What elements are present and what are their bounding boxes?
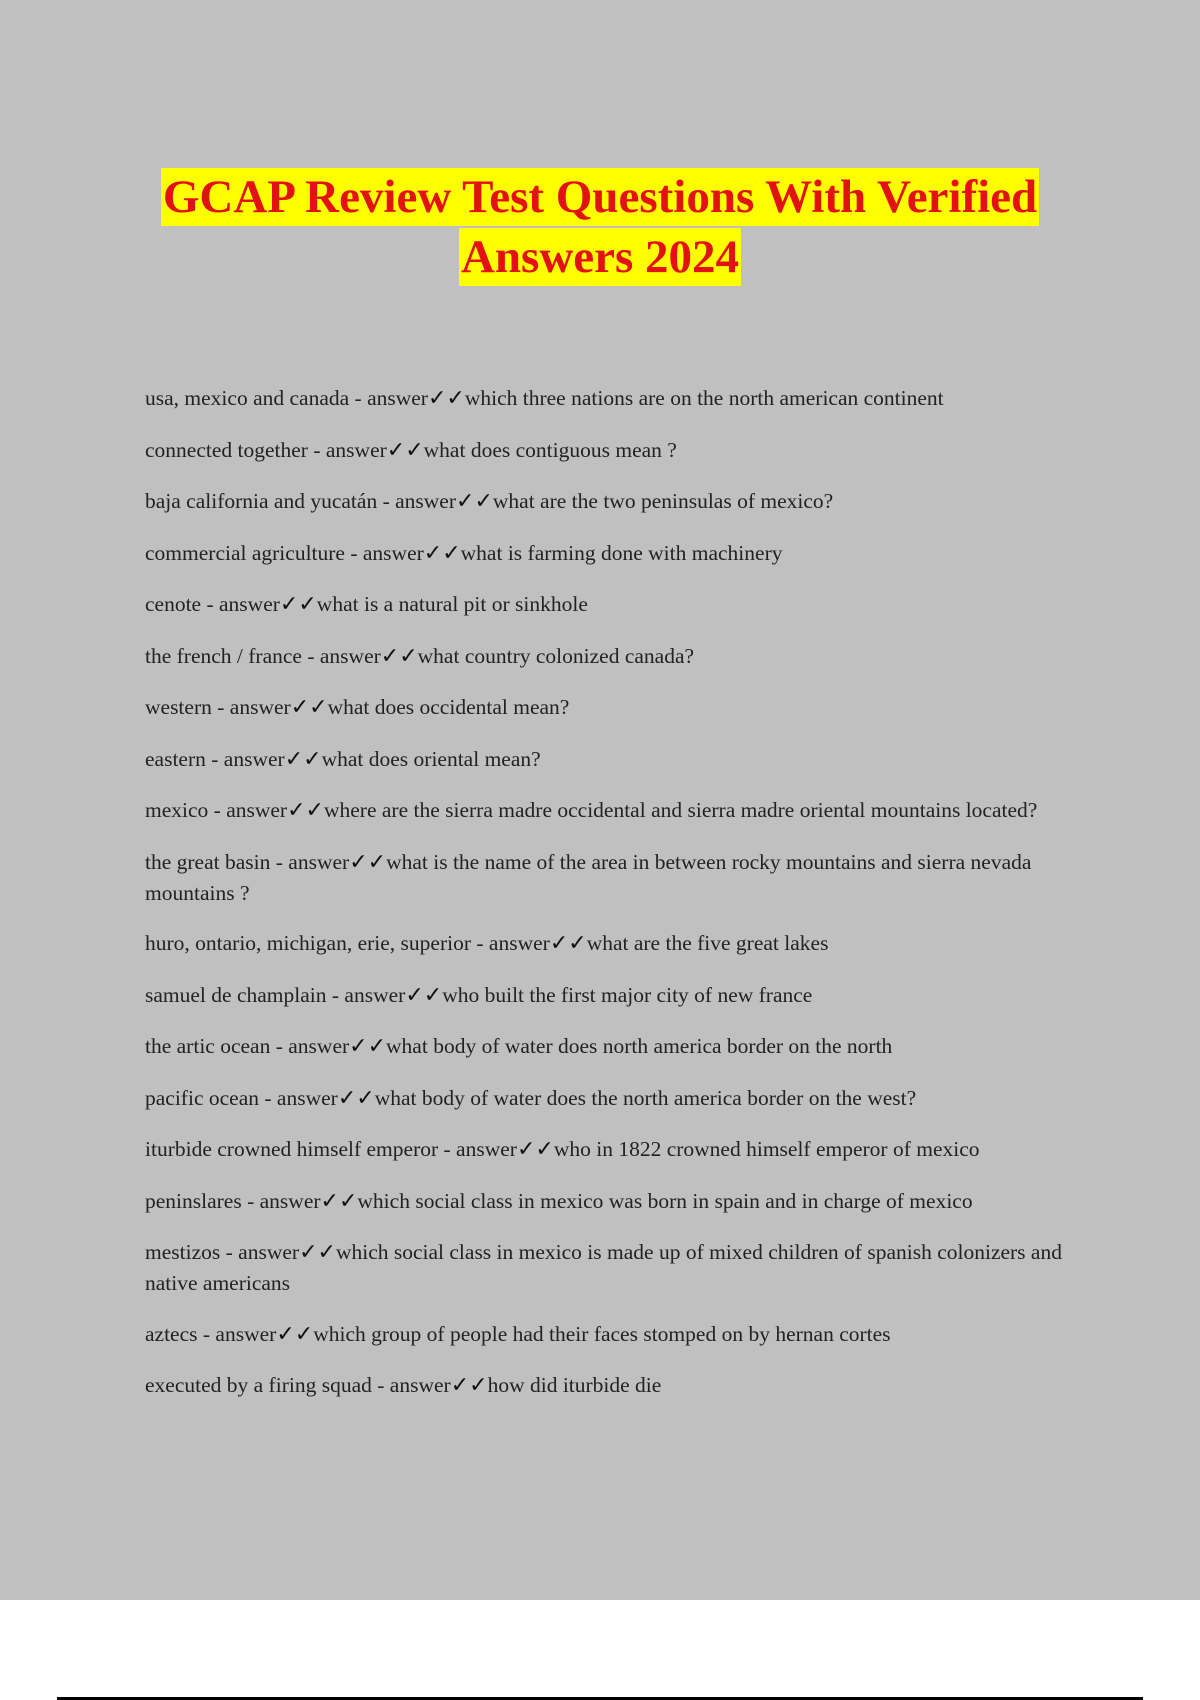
qa-question: what is the name of the area in between rocky mountains and sierra nevada mountains ? xyxy=(145,849,1032,905)
qa-separator: - answer xyxy=(349,386,428,410)
qa-answer: pacific ocean xyxy=(145,1085,259,1110)
qa-item xyxy=(145,1186,1090,1217)
qa-question: where are the sierra madre occidental and sierra madre oriental mountains located? xyxy=(323,798,1038,822)
double-check-icon: ✓✓ xyxy=(276,1321,314,1347)
double-check-icon: ✓✓ xyxy=(549,931,587,956)
qa-item xyxy=(145,1083,1090,1114)
double-check-icon: ✓✓ xyxy=(349,1034,387,1059)
qa-item xyxy=(145,1319,1090,1350)
qa-question: what is farming done with machinery xyxy=(460,540,783,565)
qa-separator: - answer xyxy=(371,1373,451,1397)
qa-question: what are the five great lakes xyxy=(586,931,829,955)
qa-answer: baja california and yucatán xyxy=(145,489,378,513)
qa-separator: - answer xyxy=(201,592,280,616)
qa-separator: - answer xyxy=(220,1240,300,1264)
qa-answer: the french / france xyxy=(145,643,302,668)
double-check-icon: ✓✓ xyxy=(405,982,443,1008)
qa-separator: - answer xyxy=(205,746,285,771)
qa-separator: - answer xyxy=(211,695,291,719)
qa-answer: eastern xyxy=(145,746,206,771)
qa-answer: usa, mexico and canada xyxy=(145,386,350,410)
double-check-icon: ✓✓ xyxy=(279,592,317,617)
qa-question: what does oriental mean? xyxy=(321,746,541,771)
qa-answer: western xyxy=(145,695,212,719)
qa-separator: - answer xyxy=(438,1137,517,1161)
qa-answer: aztecs xyxy=(145,1321,198,1346)
double-check-icon: ✓✓ xyxy=(287,798,324,823)
qa-separator: - answer xyxy=(307,437,387,462)
qa-separator: - answer xyxy=(301,643,381,668)
qa-separator: - answer xyxy=(326,982,406,1007)
qa-answer: huro, ontario, michigan, erie, superior xyxy=(145,931,471,955)
double-check-icon: ✓✓ xyxy=(423,540,461,566)
double-check-icon: ✓✓ xyxy=(290,695,328,720)
document-title xyxy=(0,168,1200,286)
qa-question: which group of people had their faces stomped on by hernan cortes xyxy=(313,1321,891,1346)
qa-item xyxy=(145,692,1090,723)
qa-answer: samuel de champlain xyxy=(145,982,327,1007)
qa-question: what body of water does the north america border on the west? xyxy=(374,1085,917,1110)
qa-item xyxy=(145,538,1090,569)
qa-separator: - answer xyxy=(241,1188,321,1213)
double-check-icon: ✓✓ xyxy=(516,1137,554,1162)
qa-separator: - answer xyxy=(208,798,288,822)
qa-item xyxy=(145,847,1090,908)
qa-question: which social class in mexico was born in spain and in charge of mexico xyxy=(357,1188,973,1213)
qa-separator: - answer xyxy=(259,1085,338,1110)
qa-answer: the great basin xyxy=(145,849,271,874)
qa-item xyxy=(145,486,1090,517)
qa-item xyxy=(145,744,1090,775)
qa-answer: iturbide crowned himself emperor xyxy=(145,1137,439,1161)
qa-item xyxy=(145,1370,1090,1401)
qa-item xyxy=(145,641,1090,672)
qa-separator: - answer xyxy=(197,1321,277,1346)
qa-separator: - answer xyxy=(377,489,457,513)
qa-separator: - answer xyxy=(471,931,550,955)
qa-list xyxy=(145,383,1090,1422)
qa-question: what does occidental mean? xyxy=(327,695,570,719)
qa-item xyxy=(145,928,1090,959)
qa-question: who built the first major city of new france xyxy=(442,982,813,1007)
qa-separator: - answer xyxy=(344,540,424,565)
qa-question: what is a natural pit or sinkhole xyxy=(316,592,588,616)
double-check-icon: ✓✓ xyxy=(284,746,322,772)
qa-item xyxy=(145,1031,1090,1062)
qa-item xyxy=(145,795,1090,826)
qa-separator: - answer xyxy=(270,1034,350,1058)
qa-question: what are the two peninsulas of mexico? xyxy=(492,489,834,513)
double-check-icon: ✓✓ xyxy=(386,437,424,463)
qa-item xyxy=(145,383,1090,414)
qa-item xyxy=(145,435,1090,466)
qa-answer: the artic ocean xyxy=(145,1034,271,1058)
qa-answer: mexico xyxy=(145,798,209,822)
qa-item xyxy=(145,1237,1090,1298)
double-check-icon: ✓✓ xyxy=(299,1240,336,1265)
qa-answer: executed by a firing squad xyxy=(145,1373,372,1397)
double-check-icon: ✓✓ xyxy=(349,849,387,875)
qa-answer: connected together xyxy=(145,437,308,462)
double-check-icon: ✓✓ xyxy=(456,489,493,514)
qa-question: what country colonized canada? xyxy=(417,643,695,668)
qa-item xyxy=(145,589,1090,620)
qa-question: what does contiguous mean ? xyxy=(423,437,677,462)
qa-question: how did iturbide die xyxy=(487,1373,662,1397)
double-check-icon: ✓✓ xyxy=(450,1373,488,1398)
double-check-icon: ✓✓ xyxy=(427,386,465,411)
qa-question: what body of water does north america border on the north xyxy=(386,1034,893,1058)
qa-separator: - answer xyxy=(270,849,350,874)
qa-answer: cenote xyxy=(145,592,202,616)
double-check-icon: ✓✓ xyxy=(380,643,418,669)
title-line-2: Answers 2024 xyxy=(459,228,741,286)
qa-item xyxy=(145,980,1090,1011)
qa-item xyxy=(145,1134,1090,1165)
double-check-icon: ✓✓ xyxy=(320,1188,358,1214)
qa-question: which social class in mexico is made up of mixed children of spanish colonizers and native americans xyxy=(145,1240,1062,1295)
qa-answer: mestizos xyxy=(145,1240,221,1264)
qa-answer: peninslares xyxy=(145,1188,242,1213)
title-line-1: GCAP Review Test Questions With Verified xyxy=(161,168,1039,226)
double-check-icon: ✓✓ xyxy=(337,1085,375,1111)
qa-question: which three nations are on the north american continent xyxy=(464,386,944,410)
qa-question: who in 1822 crowned himself emperor of mexico xyxy=(553,1137,980,1161)
qa-answer: commercial agriculture xyxy=(145,540,345,565)
